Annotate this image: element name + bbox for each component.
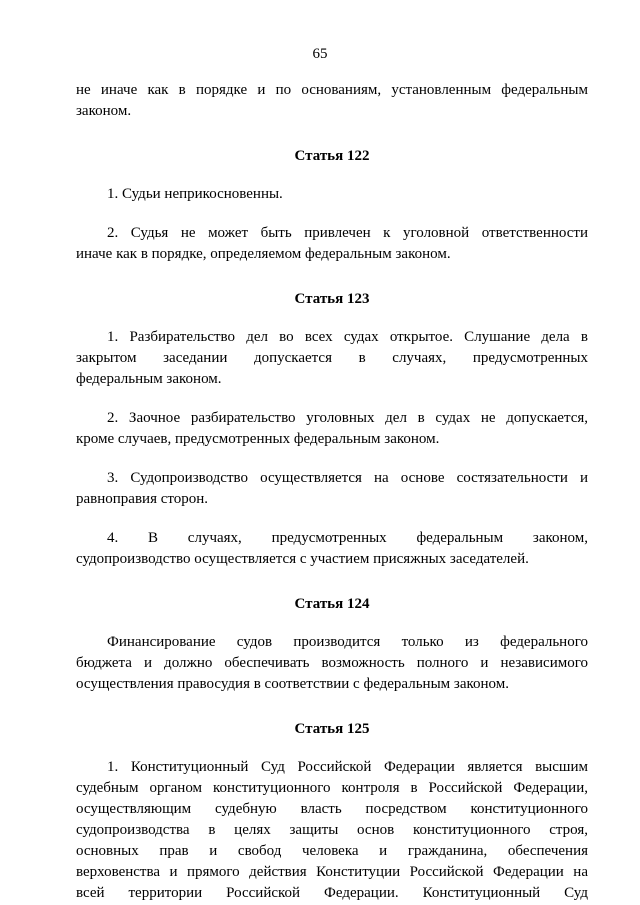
text-line: 2. Заочное разбирательство уголовных дел в судах не допускается, [107,410,588,426]
article-122-heading: Статья 122 [294,148,370,164]
article-122-paragraph-2 [76,223,588,265]
text-line: 3. Судопроизводство осуществляется на основе состязательности и [107,470,588,486]
article-122-paragraph-1 [76,184,588,205]
text-line: 1. Разбирательство дел во всех судах открытое. Слушание дела в [107,329,588,345]
text-line: судопроизводство осуществляется с участием присяжных заседателей. [76,551,529,567]
article-124-paragraph-1 [76,632,588,695]
article-123-paragraph-2 [76,408,588,450]
text-line: иначе как в порядке, определяемом федеральным законом. [76,246,451,262]
text-line: 4. В случаях, предусмотренных федеральным законом, [107,530,588,546]
intro-paragraph [76,80,588,122]
text-line: не иначе как в порядке и по основаниям, установленным федеральным [76,82,588,98]
text-line: осуществляющим судебную власть посредством конституционного [76,801,588,817]
article-123-paragraph-3 [76,468,588,510]
text-line: кроме случаев, предусмотренных федеральным законом. [76,431,440,447]
text-line: федеральным законом. [76,371,222,387]
article-123-paragraph-4 [76,528,588,570]
text-line: законом. [76,103,132,119]
text-line: закрытом заседании допускается в случаях, предусмотренных [76,350,588,366]
text-line: равноправия сторон. [76,491,209,507]
text-line: всей территории Российской Федерации. Конституционный Суд [76,885,588,901]
text-line: осуществления правосудия в соответствии с федеральным законом. [76,676,509,692]
text-line: Финансирование судов производится только из федерального [107,634,588,650]
text-line: бюджета и должно обеспечивать возможность полного и независимого [76,655,588,671]
article-124-heading: Статья 124 [294,596,370,612]
article-125-heading: Статья 125 [294,721,370,737]
text-line: верховенства и прямого действия Конституции Российской Федерации на [76,864,588,880]
article-123-heading: Статья 123 [294,291,370,307]
text-line: основных прав и свобод человека и гражданина, обеспечения [76,843,588,859]
text-line: 1. Судьи неприкосновенны. [107,186,283,202]
text-line: судопроизводства в целях защиты основ конституционного строя, [76,822,588,838]
article-125-paragraph-1 [76,757,588,904]
page-number: 65 [312,46,328,62]
text-line: 1. Конституционный Суд Российской Федерации является высшим [107,759,588,775]
article-123-paragraph-1 [76,327,588,390]
document-body [76,80,588,904]
text-line: судебным органом конституционного контроля в Российской Федерации, [76,780,588,796]
text-line: 2. Судья не может быть привлечен к уголовной ответственности [107,225,588,241]
